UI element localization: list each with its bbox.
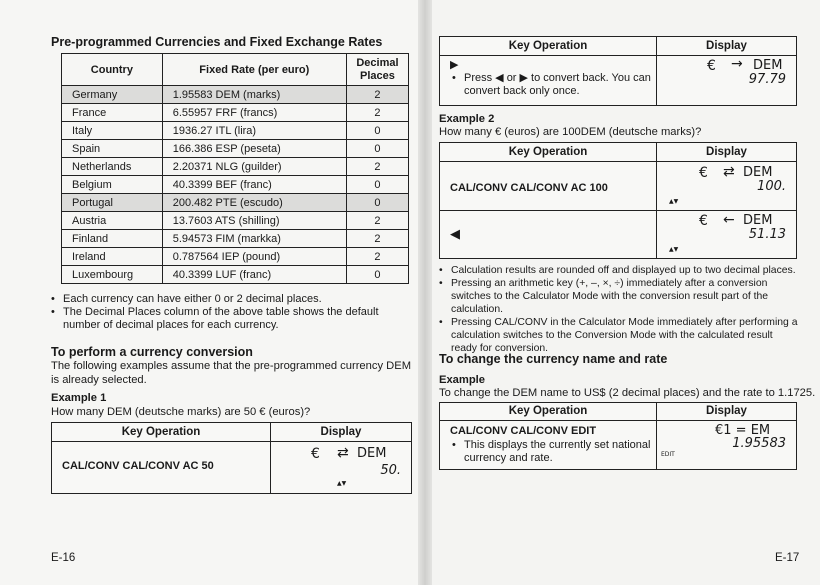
up-down-indicator-icon: ▲▼ <box>337 480 347 487</box>
up-down-indicator-icon: ▲▼ <box>669 246 679 253</box>
exchange-rate-table <box>61 53 409 284</box>
list-item: • Pressing an arithmetic key (+, –, ×, ÷) immediately after a conversion switches to the Calculator Mode with the conversion result part of the calculation. <box>439 277 799 316</box>
decimal-places-cell: 0 <box>346 122 408 140</box>
book-gutter <box>418 0 432 585</box>
key-sequence: CAL/CONV CAL/CONV EDIT <box>450 425 597 437</box>
euro-icon: € <box>699 213 708 229</box>
country-cell: Portugal <box>62 194 163 212</box>
table-row <box>62 140 409 158</box>
col-header-decimal-places: Decimal Places <box>346 54 408 86</box>
display-value: 1.95583 <box>732 436 786 451</box>
example-title: Example <box>439 374 486 386</box>
col-header-country: Country <box>62 54 163 86</box>
bullet-icon: • <box>452 439 456 451</box>
decimal-notes <box>51 293 411 332</box>
country-cell: Germany <box>62 86 163 104</box>
display-currency: DEM <box>357 446 387 461</box>
perform-conversion-heading: To perform a currency conversion <box>51 345 253 359</box>
decimal-places-cell: 2 <box>346 248 408 266</box>
table-row <box>62 266 409 284</box>
table-row <box>62 158 409 176</box>
list-item: • Pressing CAL/CONV in the Calculator Mode immediately after performing a calculation switches to the Conversion Mode with the calculated result ready for conversion. <box>439 316 799 355</box>
table-row <box>62 248 409 266</box>
display-header: Display <box>706 146 747 158</box>
example-2-title: Example 2 <box>439 113 495 125</box>
key-operation-header: Key Operation <box>440 403 657 420</box>
euro-icon: € <box>311 446 320 462</box>
rate-cell: 1.95583 DEM (marks) <box>162 86 346 104</box>
rate-cell: 200.482 PTE (escudo) <box>162 194 346 212</box>
display-value: 97.79 <box>748 72 786 87</box>
country-cell: France <box>62 104 163 122</box>
country-cell: Italy <box>62 122 163 140</box>
calculator-display <box>657 56 796 105</box>
display-header: Display <box>320 426 362 438</box>
example-1-question: How many DEM (deutsche marks) are 50 € (euros)? <box>51 406 311 418</box>
display-header: Display <box>706 40 747 52</box>
display-value: 50. <box>380 463 401 478</box>
example-text: To change the DEM name to US$ (2 decimal places) and the rate to 1.1725. <box>439 387 816 399</box>
display-currency: DEM <box>743 165 773 180</box>
display-currency: DEM <box>753 58 783 73</box>
rate-cell: 2.20371 NLG (guilder) <box>162 158 346 176</box>
right-arrow-icon: → <box>731 56 743 72</box>
rate-cell: 166.386 ESP (peseta) <box>162 140 346 158</box>
list-item: • The Decimal Places column of the above table shows the default number of decimal places for each currency. <box>51 306 411 332</box>
display-value: 51.13 <box>748 227 786 242</box>
edit-note-text: This displays the currently set national currency and rate. <box>464 439 651 464</box>
col-header-rate: Fixed Rate (per euro) <box>162 54 346 86</box>
country-cell: Finland <box>62 230 163 248</box>
rate-cell: 13.7603 ATS (shilling) <box>162 212 346 230</box>
decimal-places-cell: 2 <box>346 158 408 176</box>
key-operation-header: Key Operation <box>440 37 657 55</box>
example-2-question: How many € (euros) are 100DEM (deutsche marks)? <box>439 126 702 138</box>
rate-cell: 6.55957 FRF (francs) <box>162 104 346 122</box>
table-row <box>62 122 409 140</box>
euro-icon: € <box>699 165 708 181</box>
edit-note <box>452 439 664 465</box>
display-rate-line: €1 = EM <box>715 423 771 438</box>
decimal-places-cell: 2 <box>346 86 408 104</box>
euro-icon: € <box>707 58 716 74</box>
currencies-heading: Pre-programmed Currencies and Fixed Exchange Rates <box>51 35 383 49</box>
country-cell: Ireland <box>62 248 163 266</box>
calculator-display <box>657 162 796 210</box>
display-header: Display <box>706 405 747 417</box>
list-item: • Calculation results are rounded off and displayed up to two decimal places. <box>439 264 799 277</box>
perform-conversion-text: The following examples assume that the pre-programmed currency DEM is already selected. <box>51 360 412 386</box>
key-sequence: CAL/CONV CAL/CONV AC 100 <box>450 182 608 194</box>
exchange-arrow-icon: ⇄ <box>723 164 735 180</box>
rate-cell: 40.3399 LUF (franc) <box>162 266 346 284</box>
country-cell: Belgium <box>62 176 163 194</box>
key-operation-header: Key Operation <box>52 423 271 441</box>
page-number-left: E-16 <box>51 552 76 564</box>
table-row <box>62 104 409 122</box>
decimal-places-cell: 0 <box>346 194 408 212</box>
example-1-title: Example 1 <box>51 392 107 404</box>
display-value: 100. <box>757 179 786 194</box>
table-row <box>62 194 409 212</box>
exchange-arrow-icon: ⇄ <box>337 445 349 461</box>
table-row <box>62 86 409 104</box>
rate-cell: 40.3399 BEF (franc) <box>162 176 346 194</box>
display-currency: DEM <box>743 213 773 228</box>
calculation-notes <box>439 264 799 355</box>
example-2-table <box>439 142 797 259</box>
example-3-table <box>439 402 797 470</box>
rate-cell: 0.787564 IEP (pound) <box>162 248 346 266</box>
convert-back-text: Press ◀ or ▶ to convert back. You can convert back only once. <box>464 72 651 97</box>
country-cell: Spain <box>62 140 163 158</box>
rate-cell: 1936.27 ITL (lira) <box>162 122 346 140</box>
calculator-display <box>271 442 411 493</box>
convert-back-table <box>439 36 797 106</box>
calculator-display <box>657 421 796 469</box>
key-operation-header: Key Operation <box>440 143 657 161</box>
right-arrow-key-icon: ▶ <box>450 59 459 71</box>
country-cell: Austria <box>62 212 163 230</box>
country-cell: Netherlands <box>62 158 163 176</box>
decimal-places-cell: 0 <box>346 266 408 284</box>
bullet-icon: • <box>452 72 456 84</box>
decimal-places-cell: 2 <box>346 230 408 248</box>
rate-cell: 5.94573 FIM (markka) <box>162 230 346 248</box>
edit-indicator: EDIT <box>661 451 675 458</box>
key-sequence: CAL/CONV CAL/CONV AC 50 <box>62 460 214 472</box>
page-number-right: E-17 <box>775 552 800 564</box>
up-down-indicator-icon: ▲▼ <box>669 198 679 205</box>
decimal-places-cell: 2 <box>346 212 408 230</box>
list-item: • Each currency can have either 0 or 2 decimal places. <box>51 293 411 306</box>
left-arrow-key-icon: ◀ <box>450 226 460 241</box>
change-currency-heading: To change the currency name and rate <box>439 352 668 366</box>
calculator-display <box>657 211 796 258</box>
decimal-places-cell: 2 <box>346 104 408 122</box>
example-1-table <box>51 422 412 494</box>
table-row <box>62 176 409 194</box>
table-row <box>62 212 409 230</box>
table-row <box>62 230 409 248</box>
convert-back-note <box>452 72 664 98</box>
country-cell: Luxembourg <box>62 266 163 284</box>
decimal-places-cell: 0 <box>346 140 408 158</box>
left-arrow-icon: ← <box>723 212 735 228</box>
decimal-places-cell: 0 <box>346 176 408 194</box>
